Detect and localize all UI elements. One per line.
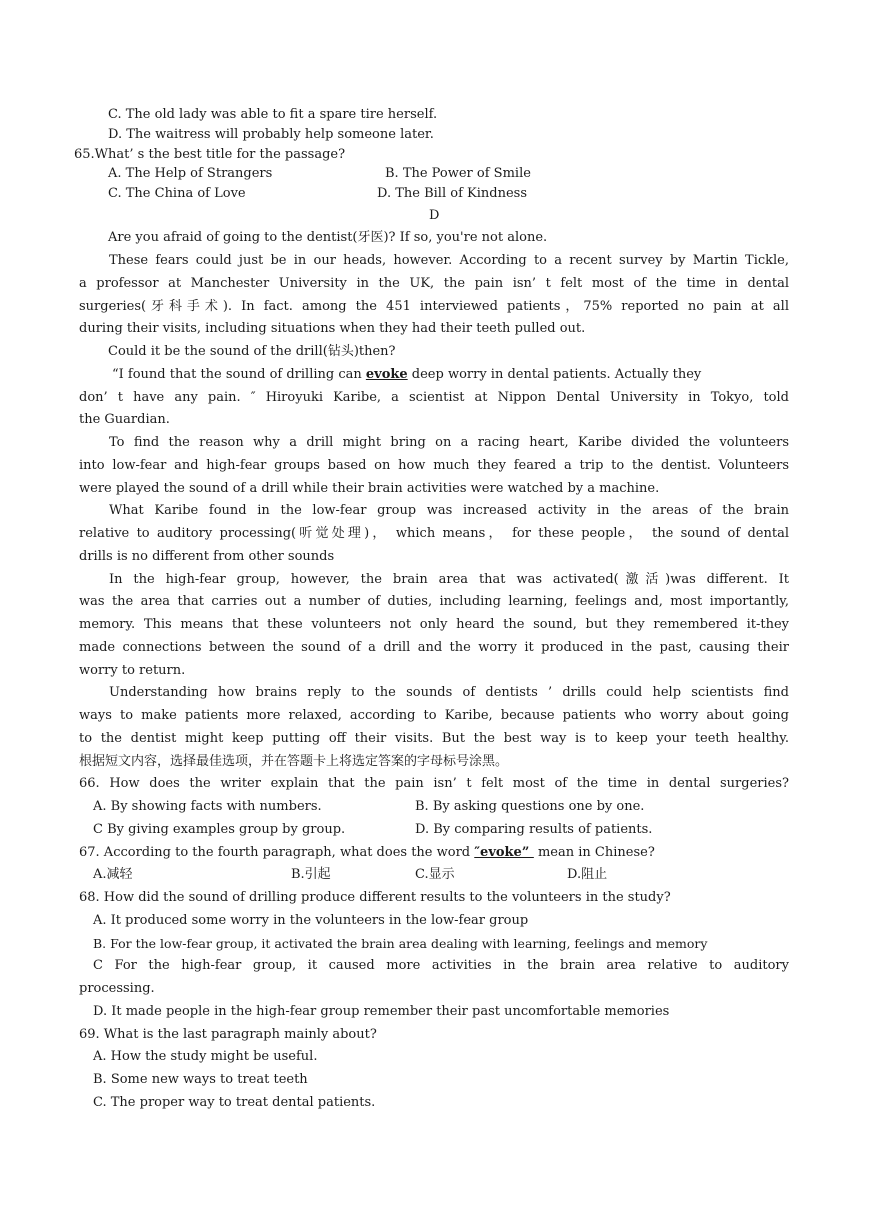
passage-p5-line: were played the sound of a drill while their brain activities were watched by a machine. — [79, 481, 660, 496]
question-69: 69. What is the last paragraph mainly about? — [79, 1027, 377, 1042]
q69-option-c: C. The proper way to treat dental patients. — [93, 1095, 376, 1110]
q65-option-c: C. The China of Love — [108, 186, 246, 201]
q66-option-d: D. By comparing results of patients. — [415, 822, 653, 837]
instructions: 根据短文内容，选择最佳选项，并在答题卡上将选定答案的字母标号涂黑。 — [79, 754, 509, 769]
option-c-prev: C. The old lady was able to fit a spare tire herself. — [108, 107, 438, 122]
q67-text-end: mean in Chinese? — [533, 845, 655, 860]
q69-option-b: B. Some new ways to treat teeth — [93, 1072, 308, 1087]
q66-option-b: B. By asking questions one by one. — [415, 799, 645, 814]
passage-p3: Could it be the sound of the drill(钻头)then? — [108, 344, 396, 359]
q66-option-c: C By giving examples group by group. — [93, 822, 346, 837]
question-66: 66. How does the writer explain that the pain isn’ t felt most of the time in dental surgeries? — [79, 776, 789, 791]
section-letter: D — [429, 208, 440, 223]
passage-p6-line: What Karibe found in the low-fear group was increased activity in the areas of the brain — [109, 503, 789, 518]
q65-option-a: A. The Help of Strangers — [108, 166, 273, 181]
passage-p4-line: don’ t have any pain. ″ Hiroyuki Karibe, a scientist at Nippon Dental University in Tokyo, told — [79, 390, 789, 405]
passage-p6-line: drills is no different from other sounds — [79, 549, 335, 564]
keyword-evoke: evoke — [365, 367, 408, 382]
passage-p1: Are you afraid of going to the dentist(牙医)? If so, you're not alone. — [108, 230, 548, 245]
q65-option-d: D. The Bill of Kindness — [377, 186, 527, 201]
q68-option-a: A. It produced some worry in the volunteers in the low-fear group — [93, 913, 529, 928]
passage-p4-line-1 — [112, 367, 701, 383]
question-68: 68. How did the sound of drilling produce different results to the volunteers in the study? — [79, 890, 671, 905]
passage-p8-line: Understanding how brains reply to the sounds of dentists ’ drills could help scientists find — [109, 685, 789, 700]
passage-p5-line: To find the reason why a drill might bring on a racing heart, Karibe divided the volunteers — [109, 435, 789, 450]
q68-option-c-cont: processing. — [79, 981, 155, 996]
q65-option-b: B. The Power of Smile — [385, 166, 531, 181]
passage-p6-line: relative to auditory processing(听觉处理)， which means， for these people， the sound of dental — [79, 526, 789, 541]
passage-p5-line: into low-fear and high-fear groups based on how much they feared a trip to the dentist. Volunteers — [79, 458, 789, 473]
p4-text-start: “I found that the sound of drilling can — [112, 367, 366, 382]
passage-p2-line: These fears could just be in our heads, however. According to a recent survey by Martin Tickle, — [109, 253, 789, 268]
passage-p2-line: a professor at Manchester University in the UK, the pain isn’ t felt most of the time in dental — [79, 276, 789, 291]
passage-p8-line: ways to make patients more relaxed, according to Karibe, because patients who worry about going — [79, 708, 789, 723]
p4-text-end: deep worry in dental patients. Actually they — [407, 367, 702, 382]
passage-p7-line: memory. This means that these volunteers not only heard the sound, but they remembered it-they — [79, 617, 789, 632]
q67-option-d: D.阻止 — [567, 867, 608, 882]
q67-option-a: A.减轻 — [93, 867, 133, 882]
q69-option-a: A. How the study might be useful. — [93, 1049, 318, 1064]
q66-option-a: A. By showing facts with numbers. — [93, 799, 322, 814]
passage-p2-line: during their visits, including situations when they had their teeth pulled out. — [79, 321, 586, 336]
q68-option-d: D. It made people in the high-fear group remember their past uncomfortable memories — [93, 1004, 670, 1019]
q67-option-b: B.引起 — [291, 867, 331, 882]
option-d-prev: D. The waitress will probably help someone later. — [108, 127, 434, 142]
passage-p4-line: the Guardian. — [79, 412, 170, 427]
passage-p8-line: to the dentist might keep putting off their visits. But the best way is to keep your teeth healthy. — [79, 731, 789, 746]
passage-p2-line: surgeries(牙科手术). In fact. among the 451 interviewed patients，75% reported no pain at all — [79, 299, 789, 314]
q67-option-c: C.显示 — [415, 867, 455, 882]
q67-keyword-evoke: ″evoke” — [474, 845, 534, 860]
passage-p7-line: In the high-fear group, however, the brain area that was activated(激活)was different. It — [109, 572, 789, 587]
q68-option-b: B. For the low-fear group, it activated the brain area dealing with learning, feelings and memory — [93, 936, 708, 951]
question-67 — [79, 845, 655, 861]
q68-option-c: C For the high-fear group, it caused more activities in the brain area relative to auditory — [93, 958, 789, 973]
question-65: 65.What’ s the best title for the passage? — [74, 147, 346, 162]
passage-p7-line: made connections between the sound of a drill and the worry it produced in the past, causing their — [79, 640, 789, 655]
passage-p7-line: worry to return. — [79, 663, 186, 678]
q67-text-start: 67. According to the fourth paragraph, what does the word — [79, 845, 475, 860]
passage-p7-line: was the area that carries out a number of duties, including learning, feelings and, most importantly, — [79, 594, 789, 609]
